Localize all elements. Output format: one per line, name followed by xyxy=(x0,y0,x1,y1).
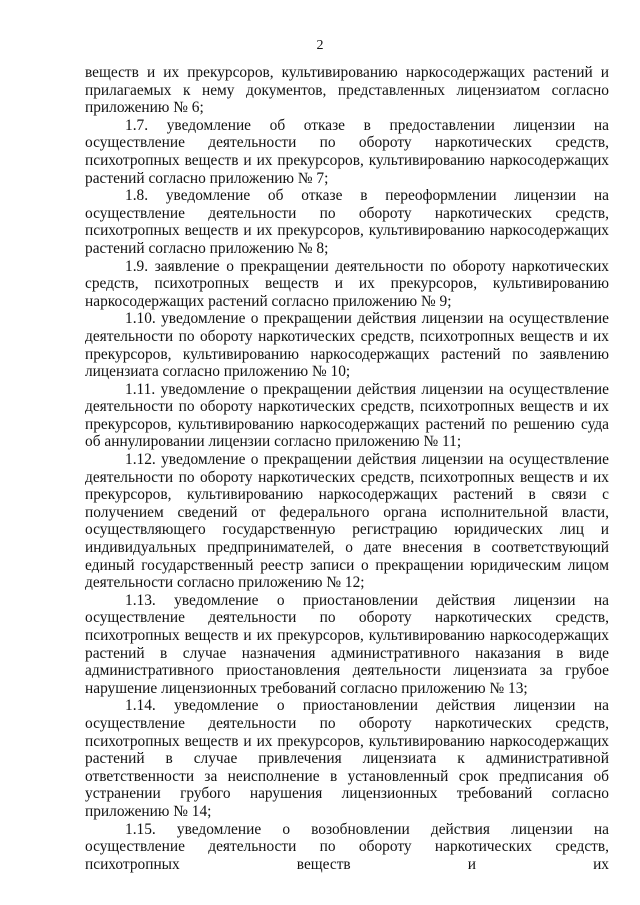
paragraph-1-8: 1.8. уведомление об отказе в переоформлении лицензии на осуществление деятельности по обороту наркотических средств, психотропных веществ и их прекурсоров, культивированию наркосодержащих растений согласно приложению № 8; xyxy=(85,187,609,257)
paragraph-continuation: веществ и их прекурсоров, культивированию наркосодержащих растений и прилагаемых к нему документов, представленных лицензиатом согласно приложению № 6; xyxy=(85,64,609,117)
document-body xyxy=(85,64,609,873)
paragraph-1-11: 1.11. уведомление о прекращении действия лицензии на осуществление деятельности по обороту наркотических средств, психотропных веществ и их прекурсоров, культивированию наркосодержащих растений по решению суда об аннулировании лицензии согласно приложению № 11; xyxy=(85,380,609,451)
paragraph-1-15: 1.15. уведомление о возобновлении действия лицензии на осуществление деятельности по обороту наркотических средств, психотропных веществ и их xyxy=(85,820,609,873)
paragraph-1-14: 1.14. уведомление о приостановлении действия лицензии на осуществление деятельности по обороту наркотических средств, психотропных веществ и их прекурсоров, культивированию наркосодержащих растений в случае привлечения лицензиата к административной ответственности за неисполнение в установленный срок предписания об устранении грубого нарушения лицензионных требований согласно приложению № 14; xyxy=(85,697,609,820)
paragraph-1-12: 1.12. уведомление о прекращении действия лицензии на осуществление деятельности по обороту наркотических средств, психотропных веществ и их прекурсоров, культивированию наркосодержащих растений в связи с получением сведений от федерального органа исполнительной власти, осуществляющего государственную регистрацию юридических лиц и индивидуальных предпринимателей, о дате внесения в соответствующий единый государственный реестр записи о прекращении юридическим лицом деятельности согласно приложению № 12; xyxy=(85,451,609,592)
paragraph-1-9: 1.9. заявление о прекращении деятельности по обороту наркотических средств, психотропных веществ и их прекурсоров, культивированию наркосодержащих растений согласно приложению № 9; xyxy=(85,257,609,310)
page-number: 2 xyxy=(316,38,324,53)
paragraph-1-13: 1.13. уведомление о приостановлении действия лицензии на осуществление деятельности по обороту наркотических средств, психотропных веществ и их прекурсоров, культивированию наркосодержащих растений в случае назначения административного наказания в виде административного приостановления деятельности лицензиата за грубое нарушение лицензионных требований согласно приложению № 13; xyxy=(85,591,609,697)
paragraph-1-7: 1.7. уведомление об отказе в предоставлении лицензии на осуществление деятельности по обороту наркотических средств, психотропных веществ и их прекурсоров, культивированию наркосодержащих растений согласно приложению № 7; xyxy=(85,116,609,187)
paragraph-1-10: 1.10. уведомление о прекращении действия лицензии на осуществление деятельности по обороту наркотических средств, психотропных веществ и их прекурсоров, культивированию наркосодержащих растений по заявлению лицензиата согласно приложению № 10; xyxy=(85,310,609,381)
